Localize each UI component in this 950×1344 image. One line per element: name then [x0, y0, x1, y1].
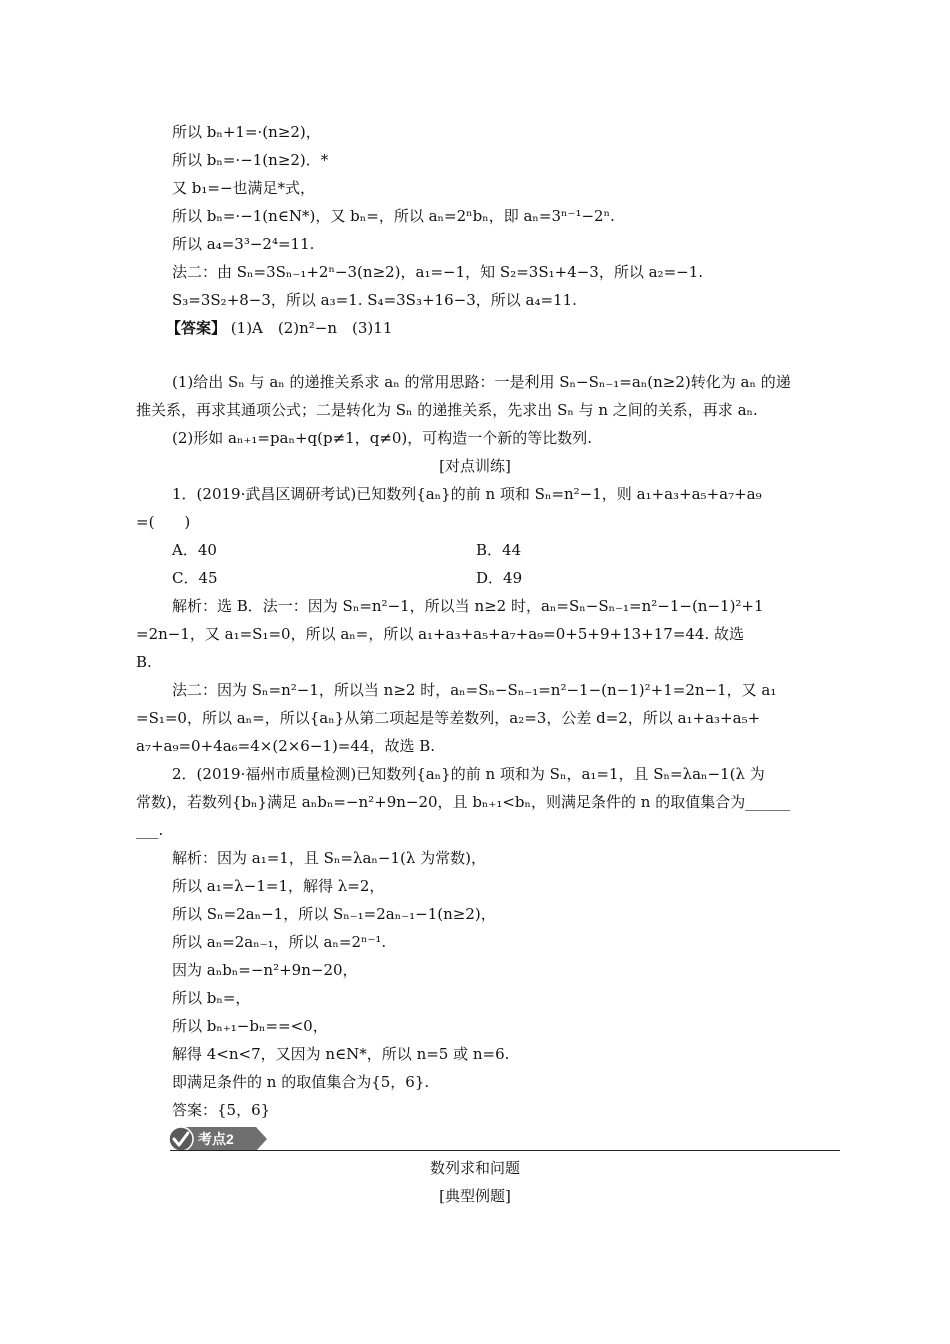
- solution-line: 解析：选 B．法一：因为 Sₙ=n²−1，所以当 n≥2 时，aₙ=Sₙ−Sₙ₋₁=n²−1−(n−1)²+1: [172, 597, 764, 615]
- section-title: 数列求和问题: [429, 1159, 520, 1177]
- method-line: (1)给出 Sₙ 与 aₙ 的递推关系求 aₙ 的常用思路：一是利用 Sₙ−Sₙ₋₁=aₙ(n≥2)转化为 aₙ 的递: [172, 373, 791, 391]
- text-line: 所以 bₙ=·−1(n≥2)．*: [172, 151, 329, 169]
- question-1: 1．(2019·武昌区调研考试)已知数列{aₙ}的前 n 项和 Sₙ=n²−1，则 a₁+a₃+a₅+a₇+a₉: [172, 485, 762, 503]
- training-title: [对点训练]: [439, 457, 511, 475]
- question-2-cont: ___.: [136, 821, 164, 839]
- text-line: 又 b₁=−也满足*式，: [172, 179, 316, 197]
- badge-label: 考点2: [198, 1131, 234, 1147]
- answer-tag: 【答案】: [166, 319, 227, 337]
- solution-line: 因为 aₙbₙ=−n²+9n−20，: [172, 961, 358, 979]
- option-a: A．40: [172, 541, 217, 559]
- solution-line: 所以 a₁=λ−1=1，解得 λ=2，: [172, 877, 385, 895]
- question-1-cont: =( ): [136, 513, 191, 531]
- solution-line: =2n−1，又 a₁=S₁=0，所以 aₙ=，所以 a₁+a₃+a₅+a₇+a₉=0+5+9+13+17=44. 故选: [136, 625, 745, 643]
- answer-line: 答案：{5，6}: [172, 1101, 271, 1119]
- question-2: 2．(2019·福州市质量检测)已知数列{aₙ}的前 n 项和为 Sₙ，a₁=1，且 Sₙ=λaₙ−1(λ 为: [172, 765, 765, 783]
- text-line: S₃=3S₂+8−3，所以 a₃=1. S₄=3S₃+16−3，所以 a₄=11.: [172, 291, 577, 309]
- text-line: 法二：由 Sₙ=3Sₙ₋₁+2ⁿ−3(n≥2)，a₁=−1，知 S₂=3S₁+4−3，所以 a₂=−1.: [172, 263, 704, 281]
- solution-line: 即满足条件的 n 的取值集合为{5，6}.: [172, 1073, 430, 1091]
- method-line: 推关系，再求其通项公式；二是转化为 Sₙ 的递推关系，先求出 Sₙ 与 n 之间的关系，再求 aₙ.: [136, 401, 758, 419]
- solution-line: 法二：因为 Sₙ=n²−1，所以当 n≥2 时，aₙ=Sₙ−Sₙ₋₁=n²−1−(n−1)²+1=2n−1，又 a₁: [172, 681, 777, 699]
- text-line: 所以 bₙ+1=·(n≥2)，: [172, 123, 321, 141]
- example-title: [典型例题]: [439, 1187, 511, 1205]
- solution-line: 所以 aₙ=2aₙ₋₁，所以 aₙ=2ⁿ⁻¹.: [172, 933, 387, 951]
- section-divider: [170, 1150, 840, 1151]
- kaodian-badge: [168, 1126, 268, 1152]
- solution-line: =S₁=0，所以 aₙ=，所以{aₙ}从第二项起是等差数列，a₂=3，公差 d=2，所以 a₁+a₃+a₅+: [136, 709, 761, 727]
- solution-line: a₇+a₉=0+4a₆=4×(2×6−1)=44，故选 B.: [136, 737, 436, 755]
- answer-line: [166, 318, 392, 338]
- solution-line: 解得 4<n<7，又因为 n∈N*，所以 n=5 或 n=6.: [172, 1045, 510, 1063]
- solution-line: B.: [136, 653, 152, 671]
- option-c: C．45: [172, 569, 218, 587]
- text-line: 所以 a₄=3³−2⁴=11.: [172, 235, 315, 253]
- option-d: D．49: [476, 569, 523, 587]
- solution-line: 所以 bₙ₊₁−bₙ==<0，: [172, 1017, 328, 1035]
- solution-line: 解析：因为 a₁=1，且 Sₙ=λaₙ−1(λ 为常数)，: [172, 849, 486, 867]
- question-2-cont: 常数)，若数列{bₙ}满足 aₙbₙ=−n²+9n−20，且 bₙ₊₁<bₙ，则满足条件的 n 的取值集合为______: [136, 793, 791, 811]
- text-line: 所以 bₙ=·−1(n∈N*)，又 bₙ=，所以 aₙ=2ⁿbₙ，即 aₙ=3ⁿ⁻¹−2ⁿ.: [172, 207, 615, 225]
- option-b: B．44: [476, 541, 522, 559]
- answer-text: (1)A (2)n²−n (3)11: [230, 319, 393, 337]
- method-line: (2)形如 aₙ₊₁=paₙ+q(p≠1，q≠0)，可构造一个新的等比数列.: [172, 429, 593, 447]
- solution-line: 所以 bₙ=，: [172, 989, 251, 1007]
- solution-line: 所以 Sₙ=2aₙ−1，所以 Sₙ₋₁=2aₙ₋₁−1(n≥2)，: [172, 905, 496, 923]
